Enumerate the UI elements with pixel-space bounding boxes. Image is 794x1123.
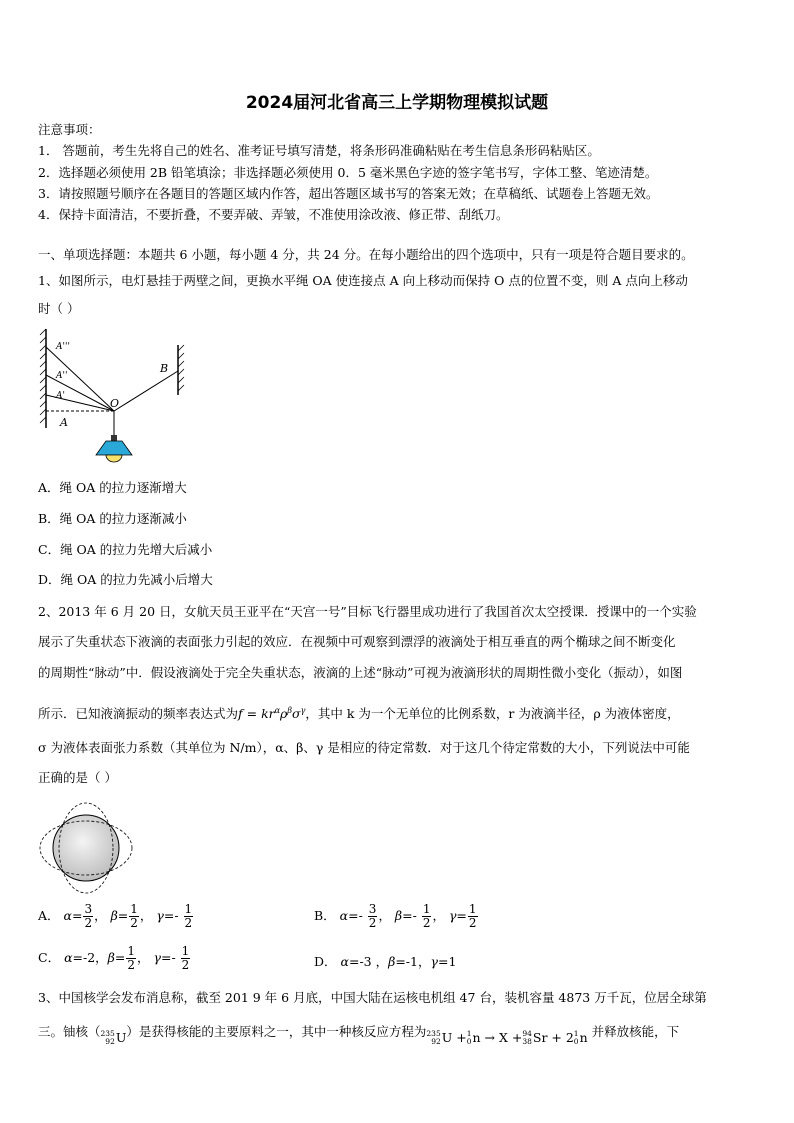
lamp-socket <box>111 435 117 441</box>
q2-line4b: ，其中 k 为一个无单位的比例系数，r 为液滴半径，ρ 为液体密度， <box>305 706 680 722</box>
q1-option-d: D．绳 OA 的拉力先减小后增大 <box>38 572 213 587</box>
q3-stem-line1: 3、中国核学会发布消息称，截至 201 9 年 6 月底，中国大陆在运核电机组 47 台，装机容量 4873 万千瓦，位居全球第 <box>38 990 707 1005</box>
q2-option-b-label: B． <box>314 908 336 923</box>
q2-stem-line4 <box>38 703 680 722</box>
q2-option-b: B． α=- $\frac{3}{2}$ ， β=- $\frac{1}{2}$ ， γ= $\frac{1}{2}$ <box>314 902 477 930</box>
section-heading: 一、单项选择题：本题共 6 小题，每小题 4 分，共 24 分。在每小题给出的四个选项中，只有一项是符合题目要求的。 <box>38 247 694 262</box>
q2-option-a: A． α= $\frac{3}{2}$ ， β= $\frac{1}{2}$ ， γ=- $\frac{1}{2}$ <box>38 902 193 930</box>
q2-option-d: D． α=-3 ，β=-1，γ=1 <box>314 954 457 969</box>
q2-stem-line1: 2、2013 年 6 月 20 日，女航天员王亚平在“天宫一号”目标飞行器里成功进行了我国首次太空授课．授课中的一个实验 <box>38 604 697 619</box>
q1-option-c: C．绳 OA 的拉力先增大后减小 <box>38 542 213 557</box>
label-b: B <box>160 362 169 375</box>
q2-stem-line2: 展示了失重状态下液滴的表面张力引起的效应．在视频中可观察到漂浮的液滴处于相互垂直的两个椭球之间不断变化 <box>38 634 676 649</box>
page-title: 2024届河北省高三上学期物理模拟试题 <box>245 93 549 113</box>
q2-option-d-label: D． <box>314 954 337 969</box>
q3-line2c: 并释放核能，下 <box>591 1024 680 1039</box>
q1-figure <box>38 325 198 475</box>
notice-heading: 注意事项： <box>38 122 101 137</box>
lamp-bulb <box>106 455 122 462</box>
q2-stem-line3: 的周期性“脉动”中．假设液滴处于完全失重状态，液滴的上述“脉动”可视为液滴形状的周期性微小变化（振动），如图 <box>38 665 683 680</box>
notice-item-1: 1． 答题前，考生先将自己的姓名、准考证号填写清楚，将条形码准确粘贴在考生信息条形码粘贴区。 <box>38 143 600 158</box>
q1-stem-line1: 1、如图所示，电灯悬挂于两壁之间，更换水平绳 OA 使连接点 A 向上移动而保持 O 点的位置不变，则 A 点向上移动 <box>38 273 688 288</box>
q2-droplet-figure <box>36 800 136 896</box>
notice-item-2: 2．选择题必须使用 2B 铅笔填涂；非选择题必须使用 0．5 毫米黑色字迹的签字笔书写，字体工整、笔迹清楚。 <box>38 165 658 180</box>
q2-option-c: C． α=-2，β= $\frac{1}{2}$ ， γ=- $\frac{1}{2}$ <box>38 944 190 972</box>
q2-stem-line5: σ 为液体表面张力系数（其单位为 N/m），α、β、γ 是相应的待定常数．对于这几个待定常数的大小，下列说法中可能 <box>38 740 690 755</box>
notice-item-4: 4．保持卡面清洁，不要折叠，不要弄破、弄皱，不准使用涂改液、修正带、刮纸刀。 <box>38 207 509 222</box>
q3-line2a: 三。铀核（ <box>38 1024 101 1039</box>
q3-reaction: 235 92 U + 1 0 n → X + 94 38 Sr + 2 1 0 n <box>426 1029 588 1046</box>
q2-formula: $f = kr^\alpha\rho^\beta\sigma^\gamma$ <box>238 706 306 722</box>
label-a: A <box>60 416 68 429</box>
q3-stem-line2: 三。铀核（ 235 92 U）是获得核能的主要原料之一，其中一种核反应方程为 235 92 U + 1 0 n → X + 94 38 Sr + 2 1 0 n 并释放核能，下 <box>38 1024 680 1046</box>
label-a3: A''' <box>56 342 70 352</box>
q1-option-a: A．绳 OA 的拉力逐渐增大 <box>38 480 187 495</box>
q2-option-c-label: C． <box>38 950 61 965</box>
q2-option-a-label: A． <box>38 908 60 923</box>
q1-option-b: B．绳 OA 的拉力逐渐减小 <box>38 511 187 526</box>
label-a1: A' <box>56 391 65 401</box>
lamp-shade <box>96 441 132 455</box>
label-a2: A'' <box>56 371 68 381</box>
q2-line4a: 所示．已知液滴振动的频率表达式为 <box>38 706 239 722</box>
q2-stem-line6: 正确的是（ ） <box>38 770 117 785</box>
q1-stem-line2: 时（ ） <box>38 301 80 316</box>
notice-item-3: 3．请按照题号顺序在各题目的答题区域内作答，超出答题区域书写的答案无效；在草稿纸、试题卷上答题无效。 <box>38 186 659 201</box>
q3-line2b: ）是获得核能的主要原料之一，其中一种核反应方程为 <box>126 1024 427 1039</box>
label-o: O <box>110 397 120 410</box>
